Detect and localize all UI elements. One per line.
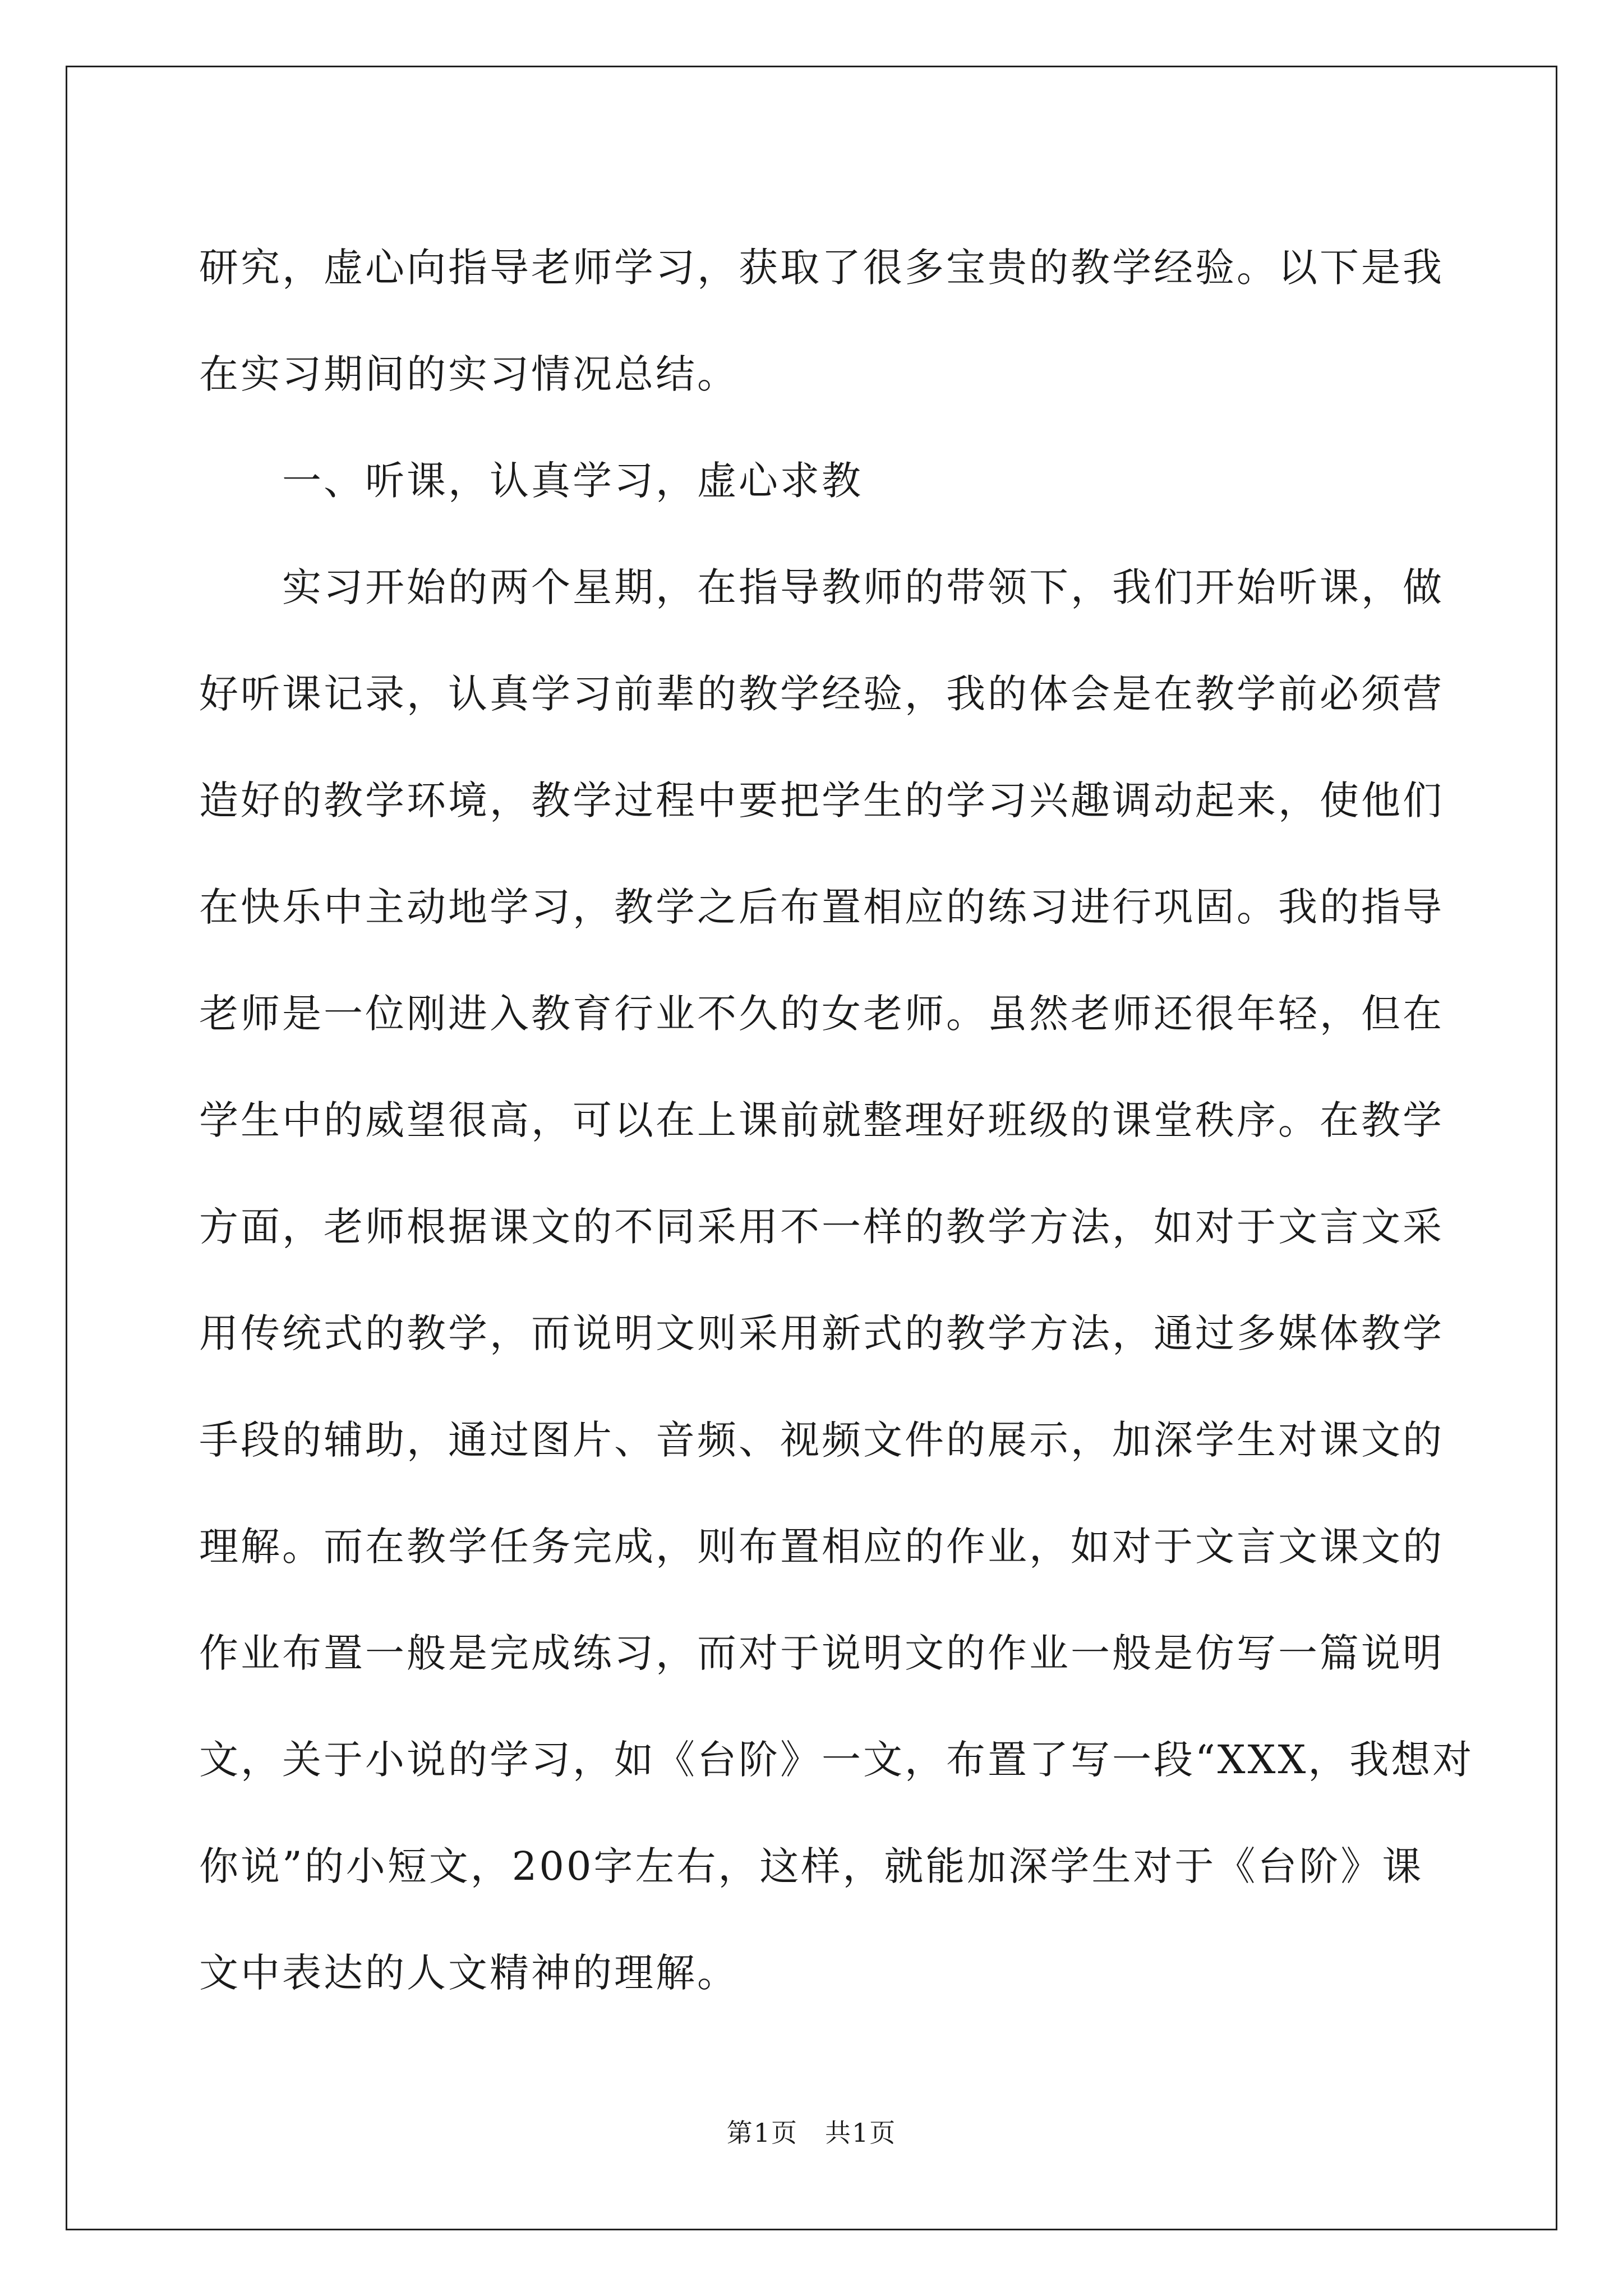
section-heading: 一、听课，认真学习，虚心求教 xyxy=(282,458,863,504)
document-body xyxy=(199,214,1474,2026)
text-line: 老师是一位刚进入教育行业不久的女老师。虽然老师还很年轻，但在 xyxy=(199,991,1444,1037)
text-line: 在实习期间的实习情况总结。 xyxy=(199,351,739,397)
text-line: 研究，虚心向指导老师学习，获取了很多宝贵的教学经验。以下是我 xyxy=(199,245,1444,291)
text-line: 手段的辅助，通过图片、音频、视频文件的展示，加深学生对课文的 xyxy=(199,1417,1444,1463)
text-line: 方面，老师根据课文的不同采用不一样的教学方法，如对于文言文采 xyxy=(199,1204,1444,1250)
text-line: 你说”的小短文，200字左右，这样，就能加深学生对于《台阶》课 xyxy=(199,1843,1424,1889)
page-number-footer: 第1页 共1页 xyxy=(726,2118,897,2148)
text-line: 作业布置一般是完成练习，而对于说明文的作业一般是仿写一篇说明 xyxy=(199,1630,1444,1676)
text-line: 用传统式的教学，而说明文则采用新式的教学方法，通过多媒体教学 xyxy=(199,1310,1444,1356)
text-line: 学生中的威望很高，可以在上课前就整理好班级的课堂秩序。在教学 xyxy=(199,1097,1444,1143)
text-line: 造好的教学环境，教学过程中要把学生的学习兴趣调动起来，使他们 xyxy=(199,777,1444,823)
text-line: 文，关于小说的学习，如《台阶》一文，布置了写一段“XXX，我想对 xyxy=(199,1737,1474,1783)
text-line: 好听课记录，认真学习前辈的教学经验，我的体会是在教学前必须营 xyxy=(199,671,1444,717)
text-line: 理解。而在教学任务完成，则布置相应的作业，如对于文言文课文的 xyxy=(199,1524,1444,1570)
text-line: 在快乐中主动地学习，教学之后布置相应的练习进行巩固。我的指导 xyxy=(199,884,1444,930)
text-line: 实习开始的两个星期，在指导教师的带领下，我们开始听课，做 xyxy=(282,564,1444,610)
text-line: 文中表达的人文精神的理解。 xyxy=(199,1950,739,1996)
